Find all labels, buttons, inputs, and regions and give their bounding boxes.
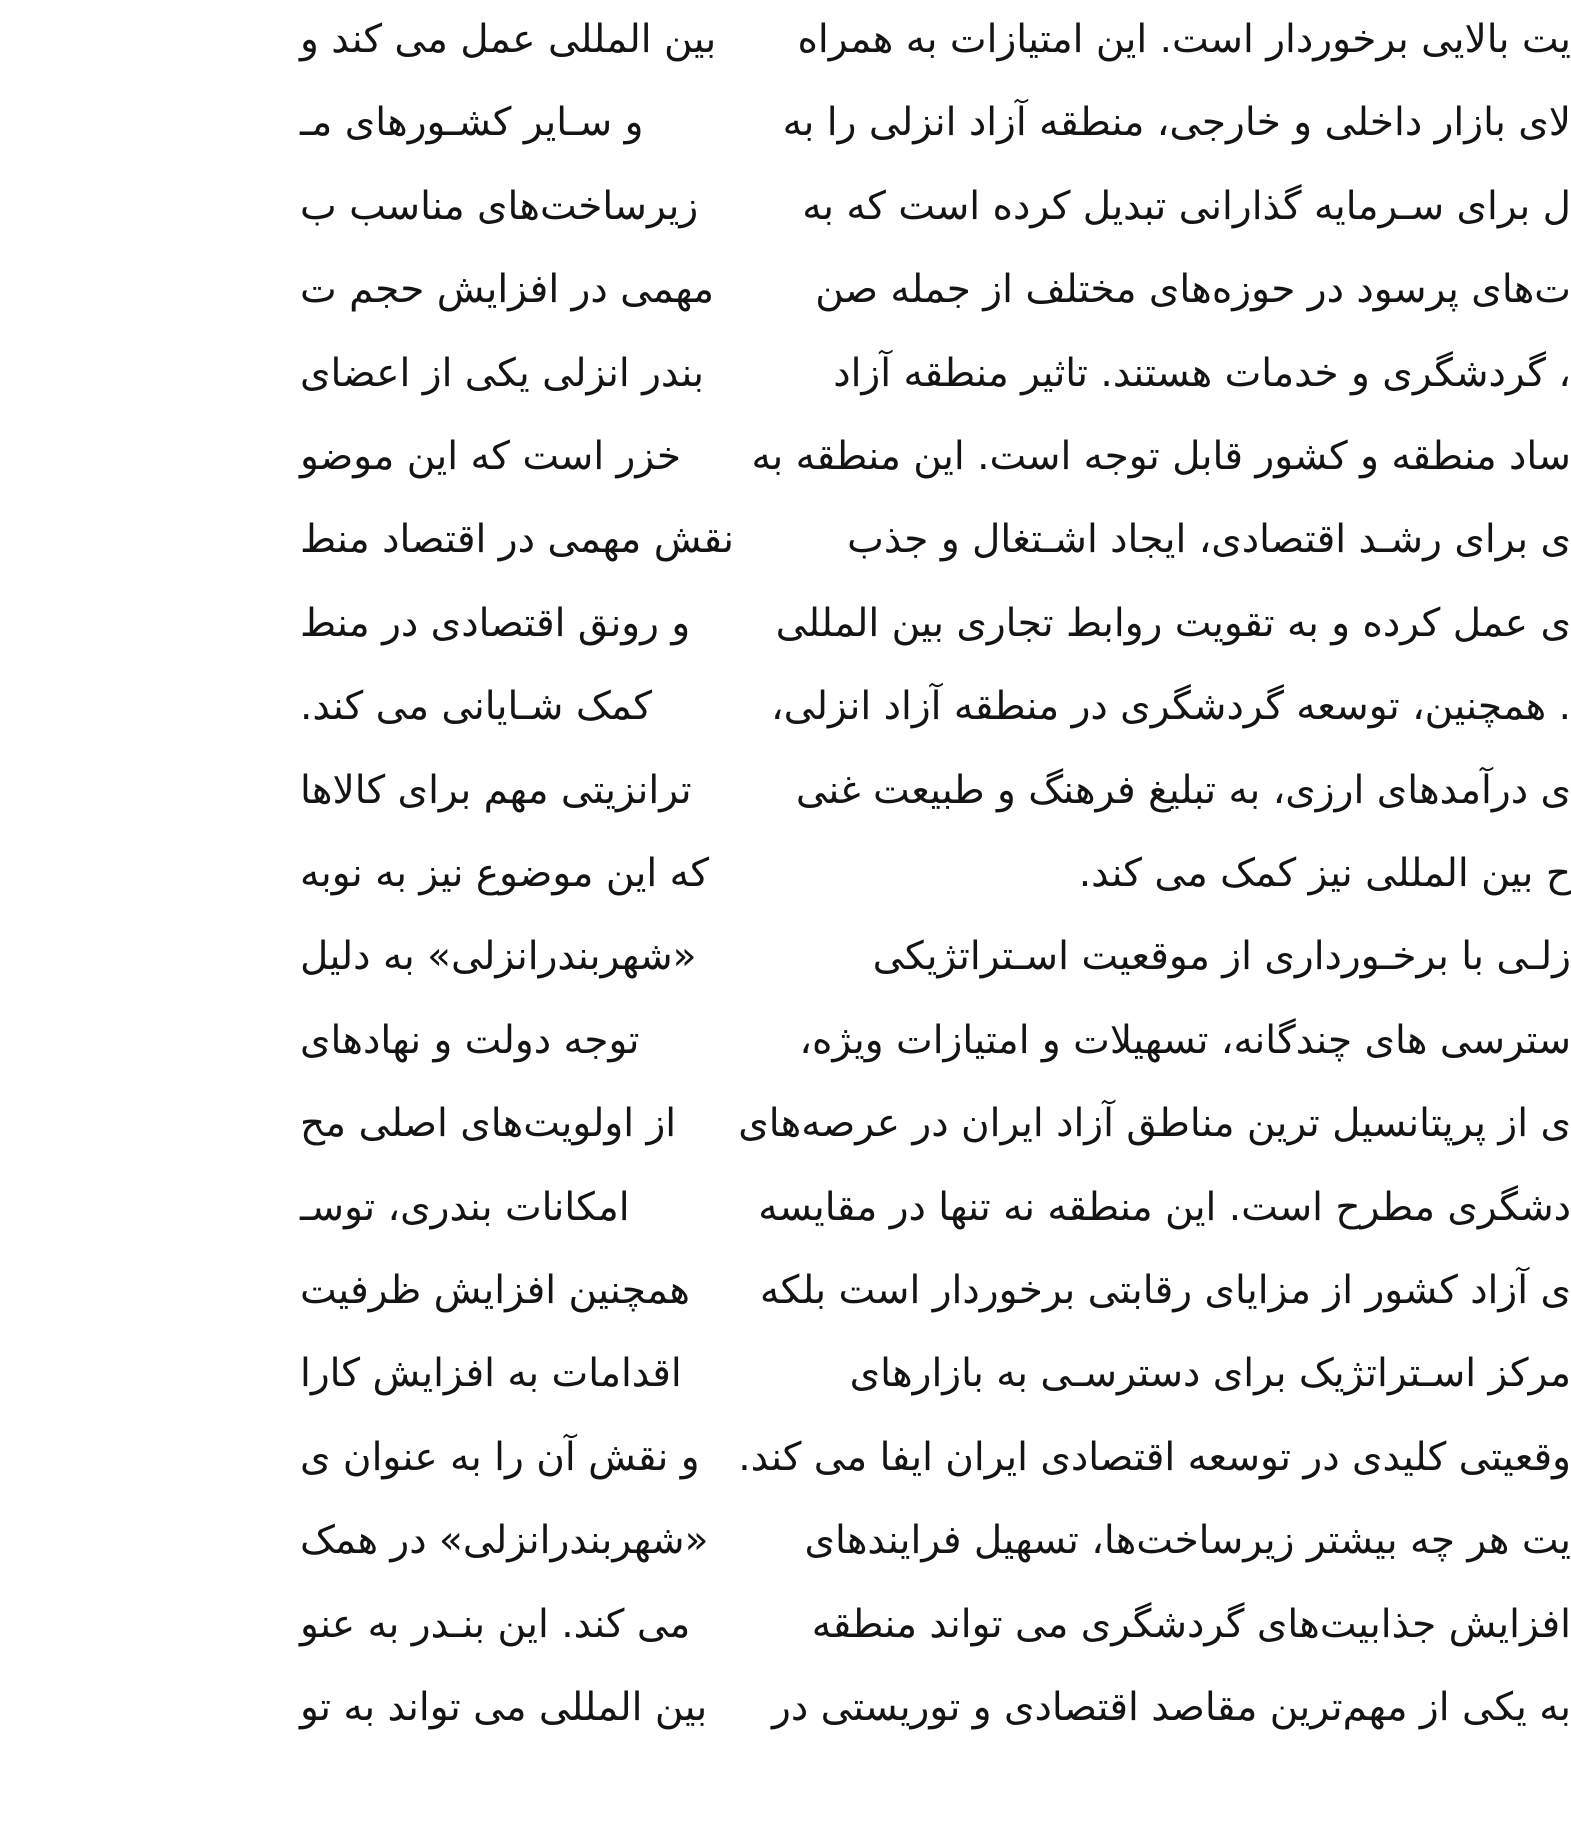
main-text-line: ی درآمدهای ارزی، به تبلیغ فرهنگ و طبیعت غنی bbox=[795, 767, 1571, 813]
main-text-line: ی از پرپتانسیل ترین مناطق آزاد ایران در عرصه‌های bbox=[738, 1101, 1571, 1147]
main-text-line: ساد منطقه و کشور قابل توجه است. این منطقه به bbox=[751, 434, 1571, 479]
side-text-line: توجه دولت و نهادهای bbox=[300, 1017, 640, 1063]
main-text-line: سترسی های چندگانه، تسهیلات و امتیازات ویژه، bbox=[799, 1017, 1571, 1063]
side-text-line: «شهربندرانزلی» به دلیل bbox=[300, 934, 697, 980]
side-text-line: «شهربندرانزلی» در همک bbox=[300, 1518, 709, 1564]
side-text-line: نقش مهمی در اقتصاد منط bbox=[300, 517, 735, 563]
side-text-line: بندر انزلی یکی از اعضای bbox=[300, 350, 705, 396]
main-text-line: ی آزاد کشور از مزایای رقابتی برخوردار است بلکه bbox=[759, 1268, 1571, 1313]
left-text-column bbox=[0, 0, 735, 1822]
main-text-line: لای بازار داخلی و خارجی، منطقه آزاد انزلی را به bbox=[782, 100, 1571, 146]
main-text-line: وقعیتی کلیدی در توسعه اقتصادی ایران ایفا می کند. bbox=[738, 1434, 1571, 1480]
main-text-line: یت هر چه بیشتر زیرساخت‌ها، تسهیل فرایندهای bbox=[804, 1518, 1571, 1564]
main-text-line: مرکز اسـتراتژیک برای دسترسـی به بازارهای bbox=[849, 1351, 1571, 1397]
main-text-line: به یکی از مهم‌ترین مقاصد اقتصادی و توریستی در bbox=[772, 1685, 1571, 1730]
side-text-line: کمک شـایانی می کند. bbox=[300, 684, 652, 730]
right-text-column bbox=[541, 0, 1571, 1822]
side-text-line: بین المللی عمل می کند و bbox=[300, 17, 717, 62]
main-text-line: ی برای رشـد اقتصادی، ایجاد اشـتغال و جذب bbox=[847, 517, 1571, 563]
side-text-line: و رونق اقتصادی در منط bbox=[300, 600, 691, 646]
main-text-line: ، گردشگری و خدمات هستند. تاثیر منطقه آزاد bbox=[833, 350, 1571, 396]
main-text-line: . همچنین، توسعه گردشگری در منطقه آزاد انزلی، bbox=[771, 684, 1571, 730]
side-text-line: اقدامات به افزایش کارا bbox=[300, 1351, 682, 1397]
side-text-line: می کند. این بنـدر به عنو bbox=[300, 1601, 691, 1647]
main-text-line: زلـی با برخـورداری از موقعیت اسـتراتژیکی bbox=[872, 934, 1571, 980]
side-text-line: امکانات بندری، توسـ bbox=[300, 1184, 630, 1230]
main-text-line: ل برای سـرمایه گذارانی تبدیل کرده است که به bbox=[802, 183, 1571, 229]
side-text-line: مهمی در افزایش حجم ت bbox=[300, 267, 715, 313]
main-text-line: ح بین المللی نیز کمک می کند. bbox=[1078, 851, 1571, 896]
side-text-line: خزر است که این موضو bbox=[300, 434, 682, 479]
main-text-line: افزایش جذابیت‌های گردشگری می تواند منطقه bbox=[811, 1601, 1571, 1647]
main-text-line: دشگری مطرح است. این منطقه نه تنها در مقایسه bbox=[758, 1184, 1571, 1230]
side-text-line: همچنین افزایش ظرفیت bbox=[300, 1268, 690, 1313]
side-text-line: زیرساخت‌های مناسب ب bbox=[300, 183, 699, 229]
side-text-line: بین المللی می تواند به تو bbox=[300, 1685, 708, 1730]
main-text-line: یت بالایی برخوردار است. این امتیازات به همراه bbox=[797, 17, 1571, 62]
side-text-line: و نقش آن را به عنوان ی bbox=[300, 1434, 700, 1480]
side-text-line: که این موضوع نیز به نوبه bbox=[300, 851, 710, 896]
main-text-line: ت‌های پرسود در حوزه‌های مختلف از جمله صن bbox=[815, 267, 1571, 313]
side-text-line: و سـایر کشـورهای مـ bbox=[300, 100, 644, 146]
main-text-line: ی عمل کرده و به تقویت روابط تجاری بین المللی bbox=[775, 600, 1571, 646]
side-text-line: از اولویت‌های اصلی مح bbox=[300, 1101, 677, 1147]
side-text-line: ترانزیتی مهم برای کالاها bbox=[300, 767, 692, 813]
